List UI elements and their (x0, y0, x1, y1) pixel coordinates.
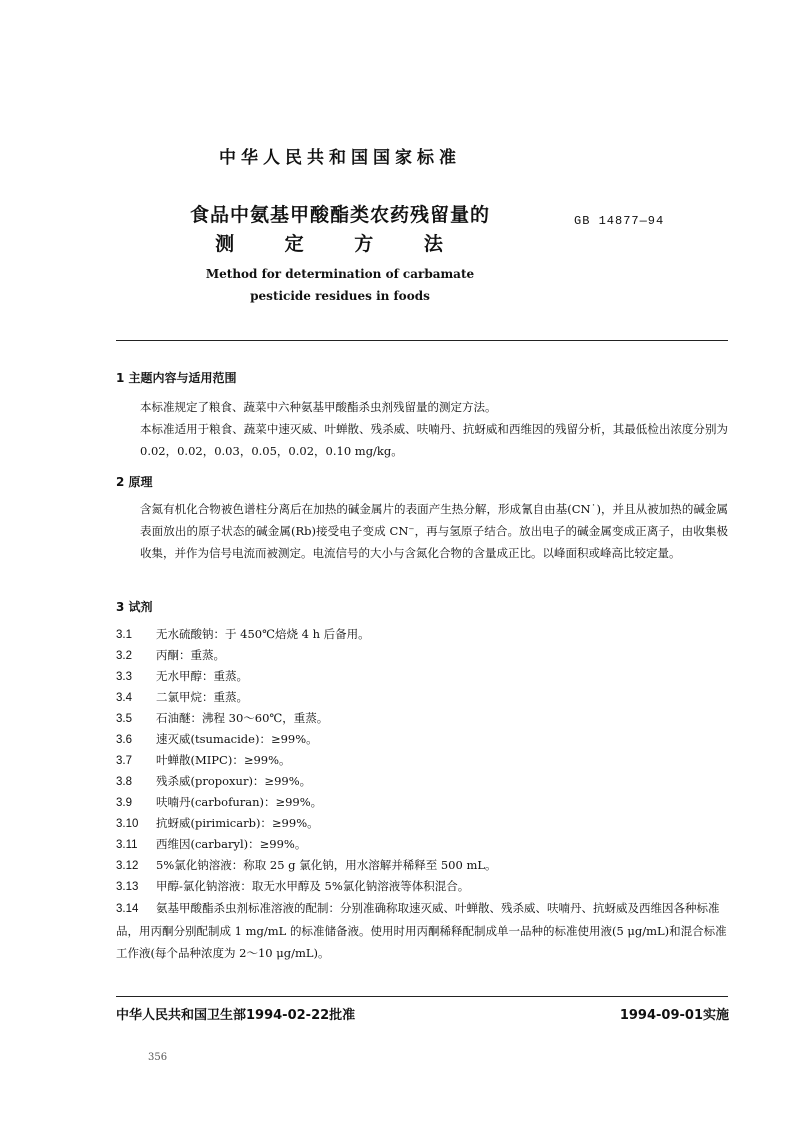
approval-text: 中华人民共和国卫生部1994-02-22批准 (116, 1008, 356, 1023)
item-number: 3.11 (116, 839, 138, 851)
item-text: 西维因(carbaryl)：≥99%。 (156, 837, 307, 851)
item-number: 3.9 (116, 797, 132, 809)
page-number: 356 (148, 1052, 168, 1063)
item-text: 氨基甲酸酯杀虫剂标准溶液的配制：分别准确称取速灭威、叶蝉散、残杀威、呋喃丹、抗蚜威及西维因各种标准品，用丙酮分别配制成 1 mg/mL 的标准储备液。使用时用丙酮稀释配制成单一品种的标准使用液(5 μg/mL)和混合标准工作液(每个品种浓度为 2～10 μg/mL)。 (116, 901, 727, 960)
list-item (116, 750, 728, 771)
item-number: 3.13 (116, 881, 139, 893)
list-item (116, 687, 728, 708)
footer-divider (116, 996, 728, 997)
document-title-line2: 测 定 方 法 (215, 233, 465, 255)
section-heading-principle: 2 原理 (116, 475, 153, 489)
list-item (116, 897, 728, 964)
national-standard-heading: 中华人民共和国国家标准 (219, 148, 461, 168)
reagent-list (116, 624, 728, 964)
item-text: 丙酮：重蒸。 (156, 648, 225, 662)
header-divider (116, 340, 728, 341)
list-item (116, 876, 728, 897)
item-text: 二氯甲烷：重蒸。 (156, 690, 248, 704)
item-text: 叶蝉散(MIPC)：≥99%。 (156, 753, 291, 767)
item-number: 3.6 (116, 734, 132, 746)
implementation-date: 1994-09-01实施 (619, 1008, 729, 1023)
section-heading-reagents: 3 试剂 (116, 600, 153, 614)
item-text: 呋喃丹(carbofuran)：≥99%。 (156, 795, 323, 809)
section-scope-body (116, 396, 728, 462)
list-item (116, 792, 728, 813)
item-number: 3.12 (116, 860, 139, 872)
list-item (116, 624, 728, 645)
item-number: 3.5 (116, 713, 132, 725)
section-heading-scope: 1 主题内容与适用范围 (116, 371, 237, 385)
list-item (116, 813, 728, 834)
list-item (116, 855, 728, 876)
list-item (116, 834, 728, 855)
item-number: 3.2 (116, 650, 132, 662)
list-item (116, 708, 728, 729)
english-title-line2: pesticide residues in foods (250, 289, 430, 303)
item-text: 残杀威(propoxur)：≥99%。 (156, 774, 312, 788)
item-text: 甲醇-氯化钠溶液：取无水甲醇及 5%氯化钠溶液等体积混合。 (156, 879, 470, 893)
item-number: 3.8 (116, 776, 132, 788)
section-principle-body (116, 498, 728, 564)
document-title-line1: 食品中氨基甲酸酯类农药残留量的 (189, 204, 490, 226)
item-number: 3.4 (116, 692, 132, 704)
list-item (116, 645, 728, 666)
standard-number: GB 14877—94 (574, 214, 665, 228)
item-number: 3.14 (116, 903, 139, 915)
scope-paragraph: 本标准适用于粮食、蔬菜中速灭威、叶蝉散、残杀威、呋喃丹、抗蚜威和西维因的残留分析，其最低检出浓度分别为 0.02，0.02，0.03，0.05，0.02，0.10 mg/kg。 (140, 422, 728, 458)
english-title-line1: Method for determination of carbamate (205, 267, 475, 281)
list-item (116, 771, 728, 792)
item-text: 速灭威(tsumacide)：≥99%。 (156, 732, 318, 746)
list-item (116, 666, 728, 687)
item-number: 3.3 (116, 671, 132, 683)
item-text: 5%氯化钠溶液：称取 25 g 氯化钠，用水溶解并稀释至 500 mL。 (156, 858, 497, 872)
item-text: 无水甲醇：重蒸。 (156, 669, 248, 683)
scope-paragraph: 本标准规定了粮食、蔬菜中六种氨基甲酸酯杀虫剂残留量的测定方法。 (140, 400, 497, 414)
principle-paragraph: 含氮有机化合物被色谱柱分离后在加热的碱金属片的表面产生热分解，形成氰自由基(CN˙)，并且从被加热的碱金属表面放出的原子状态的碱金属(Rb)接受电子变成 CN⁻，再与氢原子结合。放出电子的碱金属变成正离子，由收集极收集，并作为信号电流而被测定。电流信号的大小与含氮化合物的含量成正比。以峰面积或峰高比较定量。 (140, 502, 728, 560)
list-item (116, 729, 728, 750)
item-text: 无水硫酸钠：于 450℃焙烧 4 h 后备用。 (156, 627, 370, 641)
item-text: 抗蚜威(pirimicarb)：≥99%。 (156, 816, 319, 830)
item-number: 3.10 (116, 818, 139, 830)
item-number: 3.7 (116, 755, 132, 767)
item-number: 3.1 (116, 629, 132, 641)
item-text: 石油醚：沸程 30～60℃，重蒸。 (156, 711, 329, 725)
